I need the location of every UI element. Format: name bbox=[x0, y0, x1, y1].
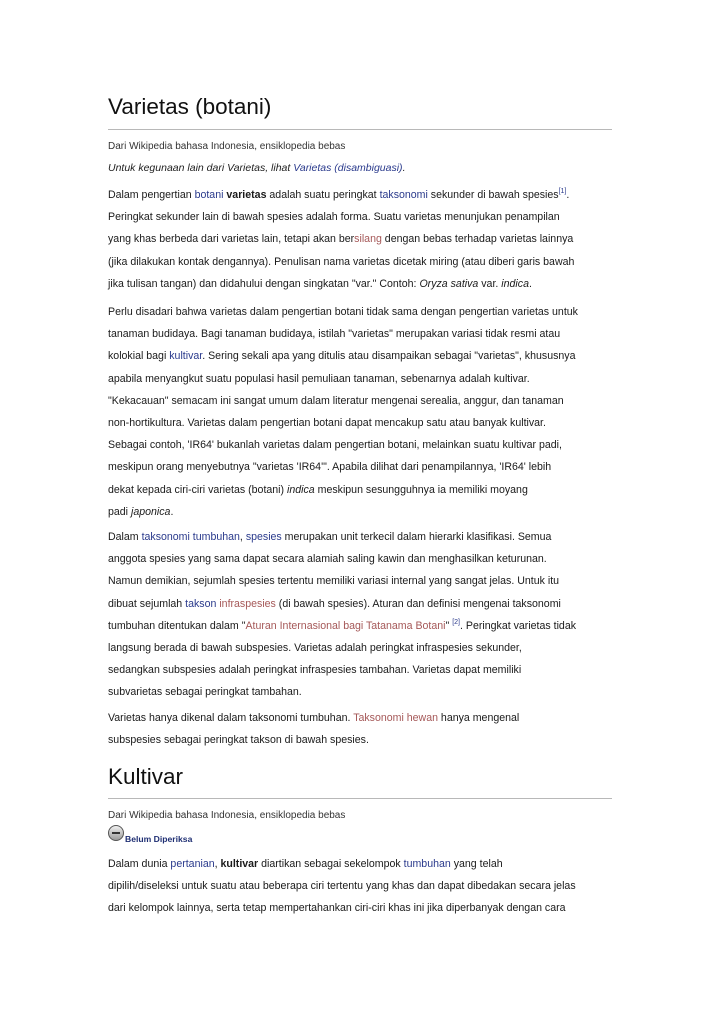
disambiguation-hatnote: Untuk kegunaan lain dari Varietas, lihat Varietas (disambiguasi). bbox=[108, 162, 406, 174]
link-pertanian[interactable]: pertanian bbox=[170, 858, 215, 870]
intro-paragraph: Dalam pengertian botani varietas adalah suatu peringkat taksonomi sekunder di bawah spesies[1]. Peringkat sekunder lain di bawah spesies adalah forma. Suatu varietas menunjukan penampilan yang khas berbeda dari varietas lain, tetapi akan bersilang dengan bebas terhadap varietas lainnya (jika dilakukan kontak dengannya). Penulisan nama varietas dicetak miring (atau diberi garis bawah jika tulisan tangan) dan didahului dengan singkatan "var." Contoh: Oryza sativa var. indica. bbox=[108, 188, 575, 290]
link-tatanama-botani[interactable]: Aturan Internasional bagi Tatanama Botani bbox=[245, 619, 446, 632]
link-infraspesies[interactable]: infraspesies bbox=[219, 597, 276, 610]
link-spesies[interactable]: spesies bbox=[245, 531, 282, 543]
cultivar-paragraph: Perlu disadari bahwa varietas dalam pengertian botani tidak sama dengan pengertian varietas untuk tanaman budidaya. Bagi tanaman budidaya, istilah "varietas" merupakan variasi tidak resmi atau kolokial bagi kultivar. Sering sekali apa yang ditulis atau disampaikan sebagai "varietas", khususnya apabila menyangkut suatu populasi hasil pemuliaan tanaman, sebenarnya adalah kultivar. "Kekacauan" semacam ini sangat umum dalam literatur mengenai serealia, anggur, dan tanaman non-hortikultura. Varietas dalam pengertian botani dapat mencakup satu atau banyak kultivar. Sebagai contoh, 'IR64' bukanlah varietas dalam pengertian botani, melainkan suatu kultivar padi, meskipun orang menyebutnya "varietas 'IR64'". Apabila dilihat dari penampilannya, 'IR64' lebih dekat kepada ciri-ciri varietas (botani) indica meskipun sesungguhnya ia memiliki moyang padi japonica. bbox=[108, 306, 578, 518]
zoology-paragraph: Varietas hanya dikenal dalam taksonomi tumbuhan. Taksonomi hewan hanya mengenal subspesies sebagai peringkat takson di bawah spesies. bbox=[108, 712, 520, 747]
disambiguation-link[interactable]: Varietas (disambiguasi) bbox=[293, 162, 403, 174]
reference-1[interactable]: [1] bbox=[558, 188, 567, 195]
link-taksonomi-hewan[interactable]: Taksonomi hewan bbox=[353, 712, 438, 724]
link-taksonomi[interactable]: taksonomi bbox=[379, 189, 428, 201]
link-botani[interactable]: botani bbox=[194, 189, 224, 201]
bold-varietas: varietas bbox=[226, 189, 267, 201]
site-subtitle: Dari Wikipedia bahasa Indonesia, ensiklopedia bebas bbox=[108, 141, 346, 152]
site-subtitle-2: Dari Wikipedia bahasa Indonesia, ensiklopedia bebas bbox=[108, 810, 346, 821]
link-tumbuhan[interactable]: tumbuhan bbox=[403, 858, 451, 870]
link-taksonomi-tumbuhan[interactable]: taksonomi tumbuhan bbox=[141, 531, 240, 543]
page-title: Varietas (botani) bbox=[108, 94, 272, 119]
kultivar-paragraph: Dalam dunia pertanian, kultivar diartikan sebagai sekelompok tumbuhan yang telah dipilih/diseleksi untuk suatu atau beberapa ciri tertentu yang khas dan dapat dibedakan secara jelas dari kelompok lainnya, serta tetap mempertahankan ciri-ciri khas ini jika diperbanyak dengan cara bbox=[108, 858, 576, 915]
unreviewed-icon bbox=[108, 825, 124, 841]
link-silang[interactable]: silang bbox=[354, 233, 382, 246]
section-divider bbox=[108, 798, 612, 799]
bold-kultivar: kultivar bbox=[220, 858, 259, 870]
taxonomy-paragraph: Dalam taksonomi tumbuhan, spesies merupakan unit terkecil dalam hierarki klasifikasi. Semua anggota spesies yang sama dapat secara alamiah saling kawin dan menghasilkan keturunan. Namun demikian, sejumlah spesies tertentu memiliki variasi internal yang sangat jelas. Untuk itu dibuat sejumlah takson infraspesies (di bawah spesies). Aturan dan definisi mengenai taksonomi tumbuhan ditentukan dalam "Aturan Internasional bagi Tatanama Botani" [2]. Peringkat varietas tidak langsung berada di bawah subspesies. Varietas adalah peringkat infraspesies sekunder, sedangkan subspesies adalah peringkat infraspesies tambahan. Varietas dapat memiliki subvarietas sebagai peringkat tambahan. bbox=[108, 531, 577, 699]
title-divider bbox=[108, 129, 612, 130]
link-takson[interactable]: takson bbox=[185, 597, 217, 610]
review-status-badge[interactable]: Belum Diperiksa bbox=[108, 824, 192, 842]
section-title-kultivar: Kultivar bbox=[108, 764, 184, 789]
reference-2[interactable]: [2] bbox=[452, 618, 461, 626]
link-kultivar[interactable]: kultivar bbox=[169, 350, 203, 363]
